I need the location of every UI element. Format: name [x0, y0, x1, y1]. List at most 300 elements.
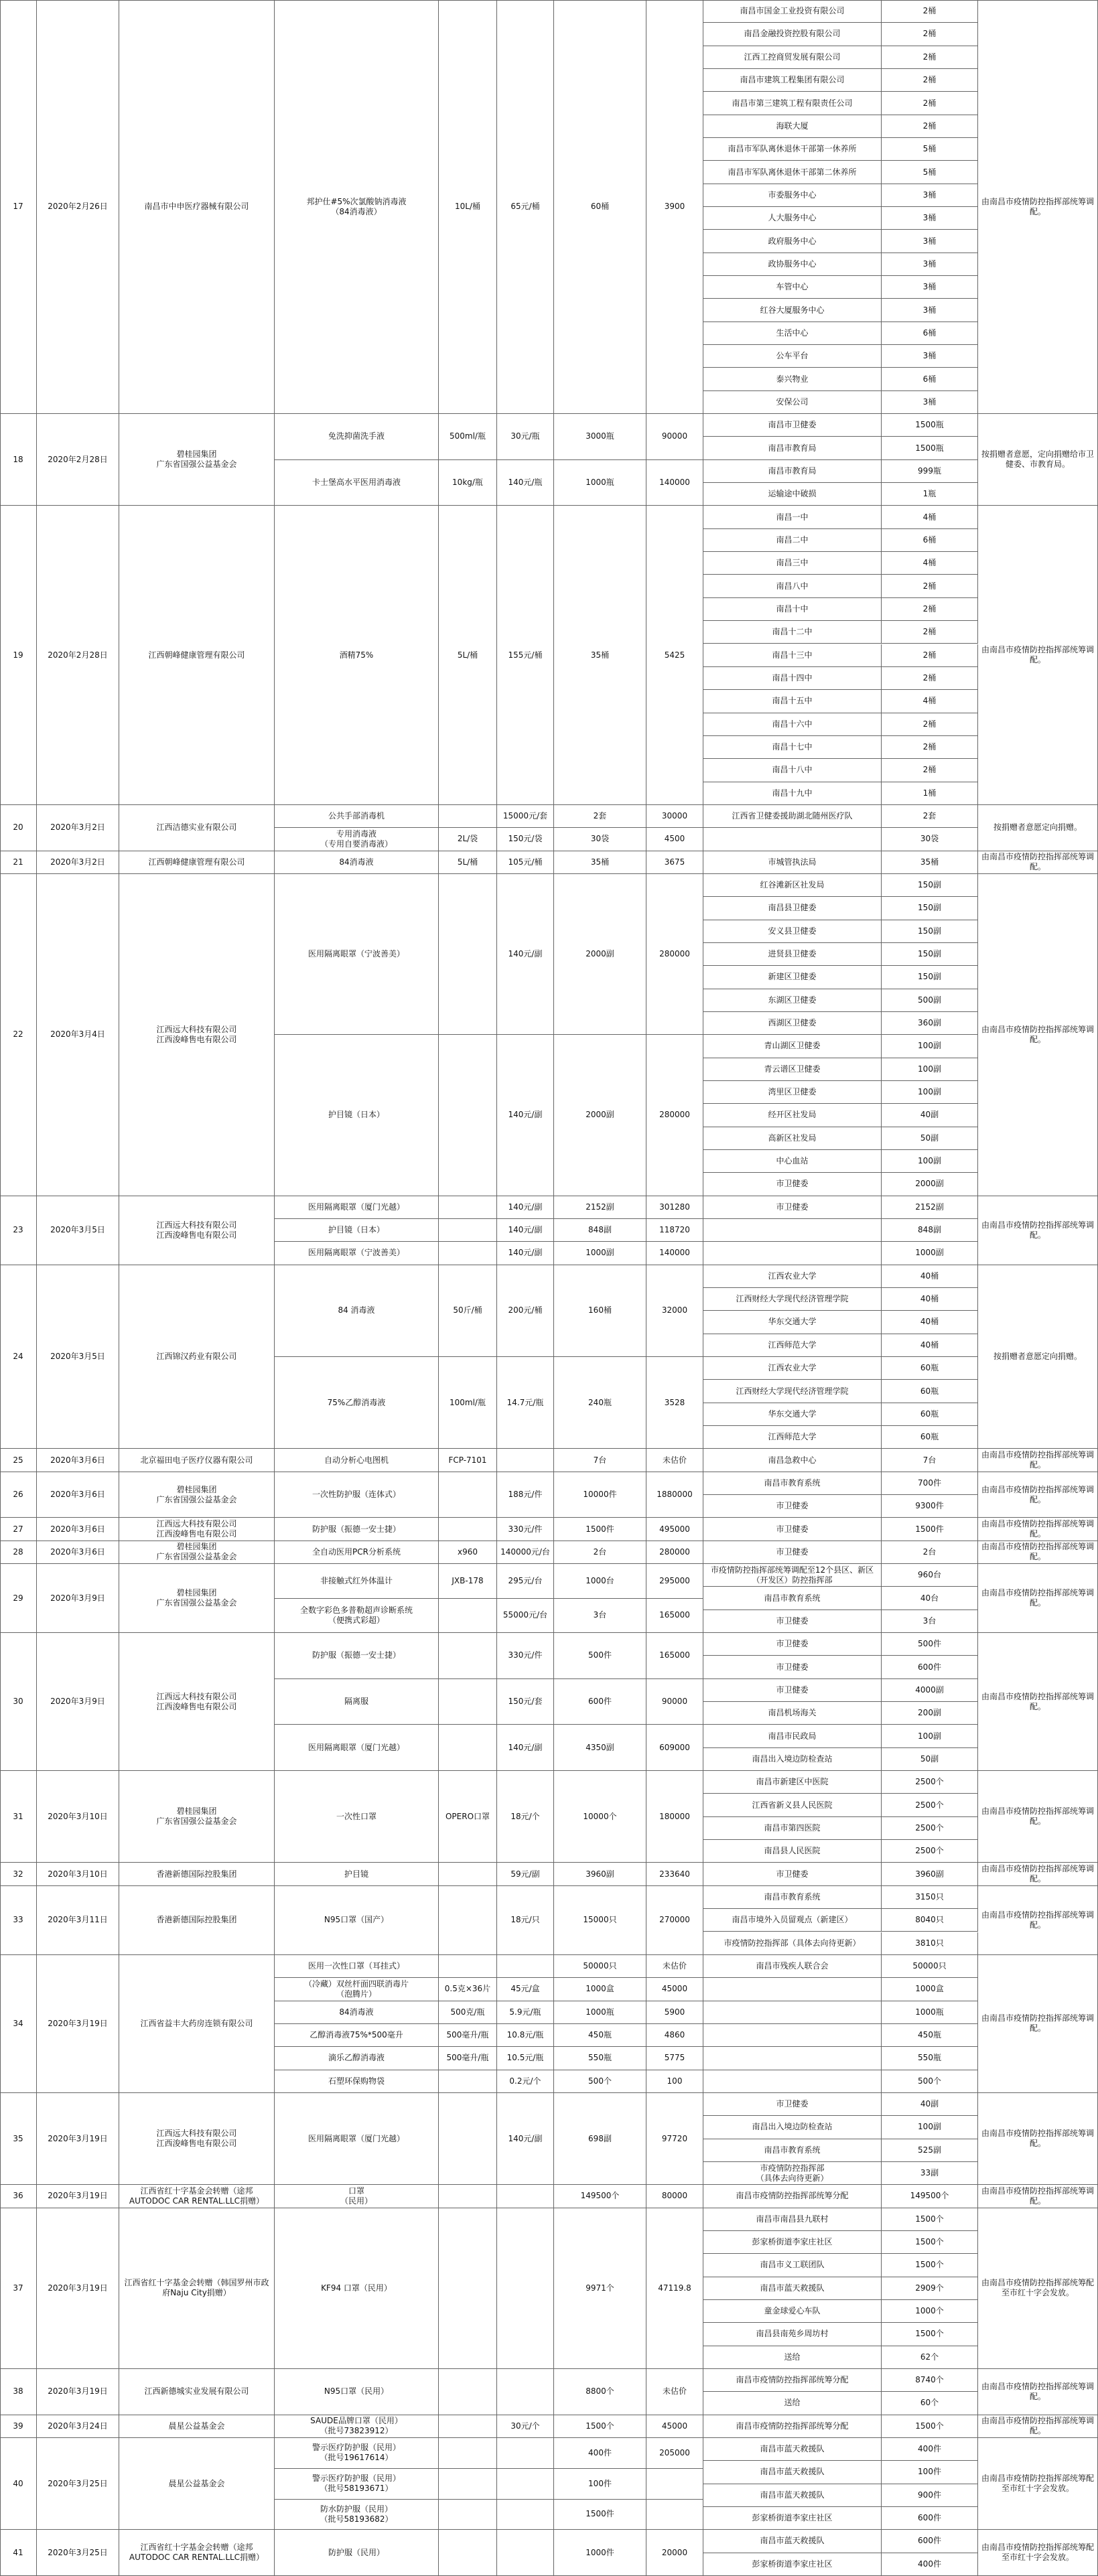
- item-name: 84消毒液: [275, 851, 439, 874]
- item-value: 未估价: [646, 2369, 703, 2415]
- recipient-name: 南昌市蓝天救援队: [703, 2484, 882, 2507]
- recipient-quantity: 150副: [882, 920, 978, 943]
- item-quantity: 400件: [554, 2438, 646, 2469]
- recipient-name: 江西省卫健委援助湖北随州医疗队: [703, 805, 882, 828]
- recipient-name: 南昌市南昌县九联村: [703, 2208, 882, 2231]
- recipient-quantity: 8740个: [882, 2369, 978, 2392]
- recipient-name: 南昌市教育系统: [703, 2139, 882, 2162]
- recipient-quantity: 2桶: [882, 759, 978, 782]
- donor-name: 江西朝峰健康管理有限公司: [119, 851, 275, 874]
- recipient-quantity: 6桶: [882, 322, 978, 345]
- record-number: 37: [0, 2208, 37, 2369]
- recipient-name: 南昌二中: [703, 529, 882, 552]
- item-spec: [439, 2469, 497, 2500]
- item-unit-price: 14.7元/瓶: [497, 1357, 554, 1449]
- item-spec: [439, 1599, 497, 1634]
- item-name: 医用隔离眼罩（宁波善美）: [275, 874, 439, 1035]
- record-remark: 由南昌市疫情防控指挥部统筹调配。: [978, 1196, 1098, 1265]
- item-unit-price: [497, 2469, 554, 2500]
- recipient-name: 东湖区卫健委: [703, 989, 882, 1012]
- record-number: 22: [0, 874, 37, 1196]
- recipient-name: 高新区社发局: [703, 1127, 882, 1150]
- recipient-name: [703, 1978, 882, 2001]
- item-name: 全数字彩色多普勒超声诊断系统 （便携式彩超）: [275, 1599, 439, 1634]
- record-remark: 由南昌市疫情防控指挥部统筹调配。: [978, 1955, 1098, 2093]
- recipient-name: [703, 2070, 882, 2093]
- record-number: 21: [0, 851, 37, 874]
- item-value: 3528: [646, 1357, 703, 1449]
- record-remark: 由南昌市疫情防控指挥部统筹调配。: [978, 2093, 1098, 2185]
- recipient-quantity: 8040只: [882, 1909, 978, 1932]
- record-number: 28: [0, 1541, 37, 1564]
- recipient-quantity: 900件: [882, 2484, 978, 2507]
- record-remark: 由南昌市疫情防控指挥部统筹配至市红十字会发放。: [978, 2208, 1098, 2369]
- item-unit-price: 18元/个: [497, 1771, 554, 1863]
- donor-name: 江西远大科技有限公司 江西浚峰售电有限公司: [119, 874, 275, 1196]
- recipient-quantity: 200副: [882, 1702, 978, 1725]
- recipient-name: 南昌县卫健委: [703, 897, 882, 920]
- item-unit-price: [497, 2530, 554, 2576]
- item-unit-price: 15000元/套: [497, 805, 554, 828]
- item-spec: [439, 2208, 497, 2369]
- item-spec: [439, 1518, 497, 1541]
- record-number: 27: [0, 1518, 37, 1541]
- item-name: 75%乙醇消毒液: [275, 1357, 439, 1449]
- recipient-name: 南昌市境外入员留观点（新建区）: [703, 1909, 882, 1932]
- item-quantity: 450瓶: [554, 2024, 646, 2047]
- recipient-quantity: 150副: [882, 966, 978, 989]
- item-value: 未估价: [646, 1449, 703, 1472]
- recipient-quantity: 100副: [882, 1725, 978, 1747]
- record-date: 2020年3月25日: [37, 2530, 119, 2576]
- recipient-name: 中心血站: [703, 1150, 882, 1173]
- recipient-name: 南昌市民政局: [703, 1725, 882, 1747]
- recipient-quantity: 1500瓶: [882, 414, 978, 437]
- item-value: 495000: [646, 1518, 703, 1541]
- item-value: 165000: [646, 1599, 703, 1634]
- recipient-name: 南昌八中: [703, 575, 882, 597]
- recipient-name: 市卫健委: [703, 1196, 882, 1219]
- item-name: 全自动医用PCR分析系统: [275, 1541, 439, 1564]
- recipient-quantity: 60瓶: [882, 1357, 978, 1380]
- item-spec: [439, 2070, 497, 2093]
- item-value: 20000: [646, 2530, 703, 2576]
- recipient-name: 青云谱区卫健委: [703, 1058, 882, 1081]
- item-unit-price: 188元/件: [497, 1472, 554, 1518]
- item-spec: [439, 2369, 497, 2415]
- recipient-name: 童金球爱心车队: [703, 2300, 882, 2323]
- recipient-name: 南昌市卫健委: [703, 414, 882, 437]
- record-number: 29: [0, 1564, 37, 1633]
- recipient-name: 南昌市教育局: [703, 460, 882, 483]
- record-remark: 按捐赠者意愿定向捐赠。: [978, 1265, 1098, 1449]
- item-value: 295000: [646, 1564, 703, 1599]
- donor-name: 北京福田电子医疗仪器有限公司: [119, 1449, 275, 1472]
- item-value: 280000: [646, 874, 703, 1035]
- donor-name: 碧桂园集团 广东省国强公益基金会: [119, 414, 275, 506]
- record-date: 2020年3月19日: [37, 2369, 119, 2415]
- item-name: 防护服（振德一安士捷）: [275, 1633, 439, 1679]
- donor-name: 南昌市中申医疗器械有限公司: [119, 0, 275, 414]
- record-date: 2020年3月19日: [37, 2208, 119, 2369]
- recipient-name: 南昌市义工联团队: [703, 2254, 882, 2277]
- recipient-name: 江西省新义县人民医院: [703, 1794, 882, 1816]
- record-number: 17: [0, 0, 37, 414]
- recipient-quantity: 1000瓶: [882, 2001, 978, 2024]
- item-name: 84 消毒液: [275, 1265, 439, 1357]
- record-number: 19: [0, 506, 37, 804]
- item-spec: 500克/瓶: [439, 2001, 497, 2024]
- recipient-quantity: 33副: [882, 2162, 978, 2185]
- recipient-quantity: 2桶: [882, 46, 978, 69]
- item-name: 防护服（民用）: [275, 2530, 439, 2576]
- item-value: 45000: [646, 2415, 703, 2438]
- item-quantity: 500件: [554, 1633, 646, 1679]
- record-remark: 由南昌市疫情防控指挥部统筹配至市红十字会发放。: [978, 2530, 1098, 2576]
- recipient-quantity: 3桶: [882, 253, 978, 276]
- item-spec: [439, 1863, 497, 1885]
- item-quantity: 3960副: [554, 1863, 646, 1885]
- recipient-name: 政协服务中心: [703, 253, 882, 276]
- recipient-quantity: 2桶: [882, 598, 978, 621]
- recipient-name: 南昌出入境边防检查站: [703, 2116, 882, 2139]
- item-spec: [439, 1679, 497, 1725]
- item-spec: [439, 1633, 497, 1679]
- item-unit-price: [497, 1449, 554, 1472]
- recipient-name: 南昌十五中: [703, 690, 882, 713]
- item-name: 邦护仕#5%次氯酸钠消毒液 （84消毒液）: [275, 0, 439, 414]
- recipient-quantity: 3桶: [882, 207, 978, 230]
- item-spec: 0.5克×36片: [439, 1978, 497, 2001]
- item-value: 280000: [646, 1541, 703, 1564]
- recipient-quantity: 6桶: [882, 368, 978, 390]
- recipient-name: [703, 828, 882, 851]
- recipient-name: 市卫健委: [703, 1656, 882, 1678]
- recipient-quantity: 400件: [882, 2553, 978, 2576]
- recipient-quantity: 60个: [882, 2392, 978, 2415]
- record-date: 2020年3月19日: [37, 1955, 119, 2093]
- recipient-name: 南昌市国金工业投资有限公司: [703, 0, 882, 23]
- donor-name: 香港新德国际控股集团: [119, 1886, 275, 1955]
- recipient-name: [703, 1219, 882, 1242]
- item-name: 护目镜（日本）: [275, 1035, 439, 1196]
- record-number: 26: [0, 1472, 37, 1518]
- recipient-name: [703, 1242, 882, 1265]
- item-value: 140000: [646, 460, 703, 506]
- item-quantity: 30袋: [554, 828, 646, 851]
- record-number: 33: [0, 1886, 37, 1955]
- record-date: 2020年3月6日: [37, 1518, 119, 1541]
- recipient-name: 南昌市疫情防控指挥部统筹分配: [703, 2185, 882, 2208]
- item-unit-price: 330元/件: [497, 1633, 554, 1679]
- record-date: 2020年3月24日: [37, 2415, 119, 2438]
- recipient-quantity: 500副: [882, 989, 978, 1012]
- item-value: 1880000: [646, 1472, 703, 1518]
- item-unit-price: 140元/副: [497, 1725, 554, 1771]
- item-name: 乙醇消毒液75%*500毫升: [275, 2024, 439, 2047]
- record-remark: 由南昌市疫情防控指挥部统筹调配。: [978, 1564, 1098, 1633]
- recipient-quantity: 3桶: [882, 276, 978, 299]
- recipient-name: 安保公司: [703, 391, 882, 414]
- record-date: 2020年3月19日: [37, 2185, 119, 2208]
- recipient-name: 市疫情防控指挥部（具体去向待更新）: [703, 1932, 882, 1955]
- item-unit-price: 140元/瓶: [497, 460, 554, 506]
- item-name: 警示医疗防护服（民用） （批号19617614）: [275, 2438, 439, 2469]
- item-quantity: 2000副: [554, 1035, 646, 1196]
- record-number: 36: [0, 2185, 37, 2208]
- item-unit-price: [497, 2208, 554, 2369]
- record-remark: 由南昌市疫情防控指挥部统筹调配。: [978, 1886, 1098, 1955]
- record-date: 2020年3月19日: [37, 2093, 119, 2185]
- item-quantity: 1000瓶: [554, 460, 646, 506]
- recipient-quantity: 600件: [882, 1656, 978, 1678]
- recipient-name: [703, 2047, 882, 2070]
- recipient-name: 市疫情防控指挥部 （具体去向待更新）: [703, 2162, 882, 2185]
- item-value: 205000: [646, 2438, 703, 2469]
- item-spec: FCP-7101: [439, 1449, 497, 1472]
- item-value: 5775: [646, 2047, 703, 2070]
- record-date: 2020年3月11日: [37, 1886, 119, 1955]
- item-unit-price: 59元/副: [497, 1863, 554, 1885]
- recipient-name: 市卫健委: [703, 1610, 882, 1633]
- record-number: 24: [0, 1265, 37, 1449]
- item-quantity: 2000副: [554, 874, 646, 1035]
- item-quantity: 1500件: [554, 2500, 646, 2530]
- item-name: N95口罩（民用）: [275, 2369, 439, 2415]
- recipient-quantity: 100副: [882, 1150, 978, 1173]
- recipient-quantity: 4桶: [882, 690, 978, 713]
- recipient-name: 江西财经大学现代经济管理学院: [703, 1288, 882, 1311]
- item-quantity: 3台: [554, 1599, 646, 1634]
- item-quantity: 1000瓶: [554, 2001, 646, 2024]
- recipient-quantity: 100副: [882, 2116, 978, 2139]
- recipient-name: 华东交通大学: [703, 1403, 882, 1426]
- record-remark: 由南昌市疫情防控指挥部统筹调配。: [978, 0, 1098, 414]
- recipient-quantity: 3960副: [882, 1863, 978, 1885]
- recipient-quantity: 6桶: [882, 529, 978, 552]
- recipient-name: 车管中心: [703, 276, 882, 299]
- recipient-name: 彭家桥街道李家庄社区: [703, 2231, 882, 2254]
- recipient-quantity: 60瓶: [882, 1403, 978, 1426]
- recipient-quantity: 50副: [882, 1748, 978, 1771]
- item-unit-price: 30元/个: [497, 2415, 554, 2438]
- recipient-name: 湾里区卫健委: [703, 1081, 882, 1104]
- item-value: 97720: [646, 2093, 703, 2185]
- record-remark: 由南昌市疫情防控指挥部统筹调配。: [978, 506, 1098, 804]
- item-value: 32000: [646, 1265, 703, 1357]
- record-date: 2020年3月9日: [37, 1564, 119, 1633]
- item-spec: 500ml/瓶: [439, 414, 497, 460]
- recipient-quantity: 3桶: [882, 184, 978, 207]
- item-unit-price: 10.5元/瓶: [497, 2047, 554, 2070]
- recipient-name: 南昌十八中: [703, 759, 882, 782]
- recipient-quantity: 50副: [882, 1127, 978, 1150]
- record-remark: 由南昌市疫情防控指挥部统筹调配。: [978, 1518, 1098, 1541]
- recipient-quantity: 1000盒: [882, 1978, 978, 2001]
- donor-name: 江西省益丰大药房连锁有限公司: [119, 1955, 275, 2093]
- recipient-quantity: 30袋: [882, 828, 978, 851]
- recipient-name: 南昌十二中: [703, 621, 882, 644]
- item-name: 医用一次性口罩（耳挂式）: [275, 1955, 439, 1978]
- record-remark: 由南昌市疫情防控指挥部统筹调配。: [978, 851, 1098, 874]
- item-name: 石塑环保购物袋: [275, 2070, 439, 2093]
- recipient-name: 南昌市残疾人联合会: [703, 1955, 882, 1978]
- recipient-name: 南昌市军队离休退休干部第一休养所: [703, 138, 882, 161]
- record-remark: 由南昌市疫情防控指挥部统筹调配。: [978, 1633, 1098, 1771]
- item-unit-price: 45元/盒: [497, 1978, 554, 2001]
- item-unit-price: 5.9元/瓶: [497, 2001, 554, 2024]
- record-number: 18: [0, 414, 37, 506]
- recipient-quantity: 500件: [882, 1633, 978, 1656]
- recipient-quantity: 4桶: [882, 552, 978, 575]
- recipient-quantity: 2桶: [882, 667, 978, 690]
- donor-name: 江西洁德实业有限公司: [119, 805, 275, 851]
- item-spec: [439, 1955, 497, 1978]
- donor-name: 碧桂园集团 广东省国强公益基金会: [119, 1771, 275, 1863]
- item-unit-price: 105元/桶: [497, 851, 554, 874]
- record-remark: 由南昌市疫情防控指挥部统筹调配。: [978, 2415, 1098, 2438]
- recipient-quantity: 2桶: [882, 23, 978, 46]
- recipient-quantity: 1瓶: [882, 483, 978, 506]
- record-number: 30: [0, 1633, 37, 1771]
- donor-name: 碧桂园集团 广东省国强公益基金会: [119, 1564, 275, 1633]
- recipient-name: 彭家桥街道李家庄社区: [703, 2553, 882, 2576]
- recipient-quantity: 4000副: [882, 1679, 978, 1702]
- recipient-name: 红谷大厦服务中心: [703, 299, 882, 321]
- item-value: 未估价: [646, 1955, 703, 1978]
- recipient-quantity: 100副: [882, 1058, 978, 1081]
- recipient-quantity: 2500个: [882, 1794, 978, 1816]
- record-number: 23: [0, 1196, 37, 1265]
- item-quantity: 1500个: [554, 2415, 646, 2438]
- recipient-name: 南昌三中: [703, 552, 882, 575]
- item-unit-price: 65元/桶: [497, 0, 554, 414]
- recipient-name: 市卫健委: [703, 1518, 882, 1541]
- recipient-quantity: 40桶: [882, 1334, 978, 1357]
- record-number: 41: [0, 2530, 37, 2576]
- recipient-quantity: 500个: [882, 2070, 978, 2093]
- recipient-name: 南昌市蓝天救援队: [703, 2530, 882, 2553]
- record-date: 2020年3月10日: [37, 1863, 119, 1885]
- item-spec: 2L/袋: [439, 828, 497, 851]
- donor-name: 江西朝峰健康管理有限公司: [119, 506, 275, 804]
- record-date: 2020年3月5日: [37, 1265, 119, 1449]
- recipient-name: 南昌市蓝天救援队: [703, 2438, 882, 2461]
- recipient-quantity: 3桶: [882, 299, 978, 321]
- item-quantity: 2152副: [554, 1196, 646, 1219]
- recipient-name: 市城管执法局: [703, 851, 882, 874]
- recipient-quantity: 1500件: [882, 1518, 978, 1541]
- recipient-name: 南昌市蓝天救援队: [703, 2277, 882, 2300]
- item-spec: 5L/桶: [439, 506, 497, 804]
- item-name: 卡士堡高水平医用消毒液: [275, 460, 439, 506]
- donor-name: 晨星公益基金会: [119, 2415, 275, 2438]
- recipient-name: 南昌十中: [703, 598, 882, 621]
- recipient-quantity: 2桶: [882, 713, 978, 736]
- item-unit-price: 140元/副: [497, 1035, 554, 1196]
- recipient-quantity: 2桶: [882, 575, 978, 597]
- recipient-name: 进贤县卫健委: [703, 943, 882, 966]
- recipient-name: 南昌市疫情防控指挥部统筹分配: [703, 2415, 882, 2438]
- recipient-name: 南昌出入境边防检查站: [703, 1748, 882, 1771]
- recipient-name: 南昌十九中: [703, 782, 882, 805]
- recipient-name: 南昌县南苑乡周坊村: [703, 2323, 882, 2346]
- item-value: 4500: [646, 828, 703, 851]
- item-spec: 100ml/瓶: [439, 1357, 497, 1449]
- recipient-quantity: 2桶: [882, 621, 978, 644]
- item-unit-price: 140元/副: [497, 1196, 554, 1219]
- item-name: 一次性防护服（连体式）: [275, 1472, 439, 1518]
- recipient-quantity: 1500个: [882, 2415, 978, 2438]
- item-name: N95口罩（国产）: [275, 1886, 439, 1955]
- item-unit-price: 140元/副: [497, 1219, 554, 1242]
- recipient-name: 南昌市教育系统: [703, 1472, 882, 1495]
- record-date: 2020年3月25日: [37, 2438, 119, 2530]
- recipient-name: 南昌机场海关: [703, 1702, 882, 1725]
- item-quantity: 848副: [554, 1219, 646, 1242]
- recipient-name: 送给: [703, 2346, 882, 2369]
- item-unit-price: 330元/件: [497, 1518, 554, 1541]
- item-name: 隔离服: [275, 1679, 439, 1725]
- record-number: 38: [0, 2369, 37, 2415]
- item-value: 165000: [646, 1633, 703, 1679]
- item-spec: 50斤/桶: [439, 1265, 497, 1357]
- recipient-quantity: 3150只: [882, 1886, 978, 1909]
- recipient-name: 运输途中破损: [703, 483, 882, 506]
- recipient-quantity: 40副: [882, 2093, 978, 2116]
- donor-name: 江西远大科技有限公司 江西浚峰售电有限公司: [119, 1518, 275, 1541]
- recipient-quantity: 5桶: [882, 161, 978, 184]
- item-quantity: 1000副: [554, 1242, 646, 1265]
- recipient-quantity: 400件: [882, 2438, 978, 2461]
- recipient-quantity: 60瓶: [882, 1380, 978, 1403]
- item-value: 45000: [646, 1978, 703, 2001]
- recipient-name: 经开区社发局: [703, 1104, 882, 1127]
- item-unit-price: 0.2元/个: [497, 2070, 554, 2093]
- item-value: 30000: [646, 805, 703, 828]
- recipient-name: 市疫情防控指挥部统筹调配至12个县区、新区（开发区）防控指挥部: [703, 1564, 882, 1587]
- recipient-quantity: 4桶: [882, 506, 978, 528]
- donor-name: 碧桂园集团 广东省国强公益基金会: [119, 1541, 275, 1564]
- item-value: 270000: [646, 1886, 703, 1955]
- record-number: 40: [0, 2438, 37, 2530]
- recipient-quantity: 1500个: [882, 2231, 978, 2254]
- item-name: 医用隔离眼罩（厦门光越）: [275, 1725, 439, 1771]
- recipient-quantity: 525副: [882, 2139, 978, 2162]
- recipient-quantity: 5桶: [882, 138, 978, 161]
- item-quantity: 7台: [554, 1449, 646, 1472]
- recipient-name: 市卫健委: [703, 1679, 882, 1702]
- item-unit-price: 150元/袋: [497, 828, 554, 851]
- recipient-quantity: 100副: [882, 1035, 978, 1058]
- recipient-name: 市卫健委: [703, 1173, 882, 1196]
- recipient-name: 南昌十四中: [703, 667, 882, 690]
- record-remark: 由南昌市疫情防控指挥部统筹调配。: [978, 1472, 1098, 1518]
- item-spec: [439, 2438, 497, 2469]
- recipient-quantity: 1500个: [882, 2254, 978, 2277]
- item-name: 医用隔离眼罩（宁波善美）: [275, 1242, 439, 1265]
- item-spec: 10kg/瓶: [439, 460, 497, 506]
- donor-name: 香港新德国际控股集团: [119, 1863, 275, 1885]
- recipient-name: 安义县卫健委: [703, 920, 882, 943]
- recipient-name: 市委服务中心: [703, 184, 882, 207]
- item-quantity: 600件: [554, 1679, 646, 1725]
- recipient-name: 南昌市教育局: [703, 437, 882, 459]
- recipient-name: 南昌急救中心: [703, 1449, 882, 1472]
- item-quantity: 9971个: [554, 2208, 646, 2369]
- donor-name: 碧桂园集团 广东省国强公益基金会: [119, 1472, 275, 1518]
- record-date: 2020年3月6日: [37, 1541, 119, 1564]
